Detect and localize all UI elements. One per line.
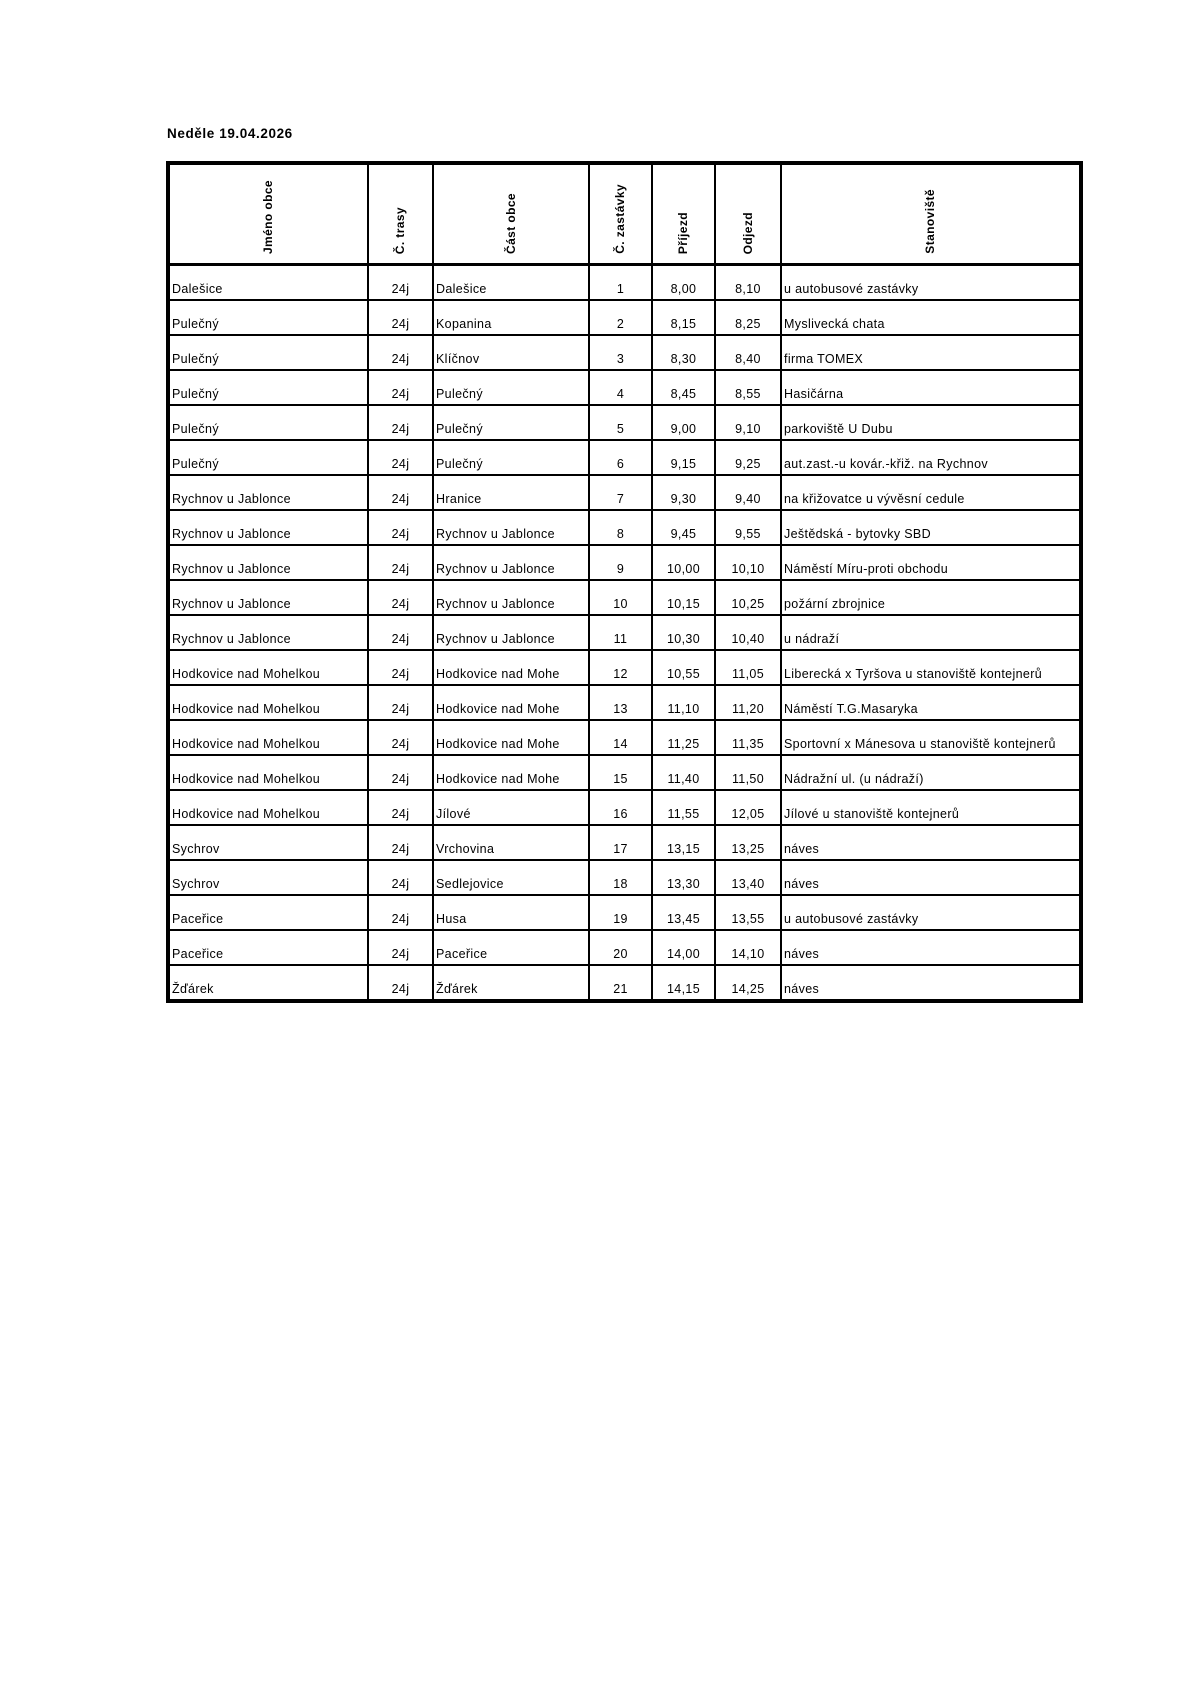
cell-stanoviste: Liberecká x Tyršova u stanoviště kontejnerů [781,650,1081,685]
col-header-c-zastavky [589,163,652,265]
cell-odjezd: 13,25 [715,825,781,860]
table-row [168,895,1081,930]
cell-prijezd: 8,45 [652,370,715,405]
cell-prijezd: 10,55 [652,650,715,685]
cell-stanoviste: Myslivecká chata [781,300,1081,335]
cell-prijezd: 14,15 [652,965,715,1001]
table-row [168,615,1081,650]
table-row [168,790,1081,825]
cell-stanoviste: Sportovní x Mánesova u stanoviště kontejnerů [781,720,1081,755]
col-header-label: Č. zastávky [613,184,628,254]
table-row [168,930,1081,965]
cell-prijezd: 9,45 [652,510,715,545]
cell-cast-obce: Dalešice [433,265,589,301]
cell-stanoviste: na křižovatce u vývěsní cedule [781,475,1081,510]
table-row [168,755,1081,790]
cell-stanoviste: Náměstí T.G.Masaryka [781,685,1081,720]
cell-cast-obce: Hodkovice nad Mohe [433,755,589,790]
table-row [168,300,1081,335]
cell-jmeno-obce: Rychnov u Jablonce [168,475,368,510]
cell-jmeno-obce: Hodkovice nad Mohelkou [168,755,368,790]
cell-stanoviste: firma TOMEX [781,335,1081,370]
cell-cast-obce: Rychnov u Jablonce [433,580,589,615]
cell-prijezd: 14,00 [652,930,715,965]
table-row [168,370,1081,405]
cell-jmeno-obce: Sychrov [168,825,368,860]
cell-jmeno-obce: Hodkovice nad Mohelkou [168,720,368,755]
cell-c-zastavky: 4 [589,370,652,405]
cell-c-zastavky: 1 [589,265,652,301]
cell-c-trasy: 24j [368,335,433,370]
cell-stanoviste: u autobusové zastávky [781,895,1081,930]
cell-c-trasy: 24j [368,860,433,895]
cell-prijezd: 11,10 [652,685,715,720]
table-row [168,825,1081,860]
cell-odjezd: 11,20 [715,685,781,720]
cell-prijezd: 11,25 [652,720,715,755]
cell-prijezd: 10,30 [652,615,715,650]
cell-odjezd: 11,50 [715,755,781,790]
cell-jmeno-obce: Pulečný [168,440,368,475]
col-header-label: Č. trasy [393,206,408,254]
cell-c-zastavky: 21 [589,965,652,1001]
cell-jmeno-obce: Rychnov u Jablonce [168,580,368,615]
col-header-label: Jméno obce [261,179,276,254]
cell-cast-obce: Husa [433,895,589,930]
cell-cast-obce: Rychnov u Jablonce [433,615,589,650]
cell-cast-obce: Pulečný [433,370,589,405]
cell-cast-obce: Hranice [433,475,589,510]
cell-c-zastavky: 10 [589,580,652,615]
cell-odjezd: 14,25 [715,965,781,1001]
cell-jmeno-obce: Pulečný [168,300,368,335]
cell-stanoviste: náves [781,825,1081,860]
cell-odjezd: 11,05 [715,650,781,685]
col-header-c-trasy [368,163,433,265]
cell-c-zastavky: 20 [589,930,652,965]
cell-cast-obce: Rychnov u Jablonce [433,510,589,545]
cell-c-zastavky: 12 [589,650,652,685]
col-header-stanoviste [781,163,1081,265]
cell-cast-obce: Kopanina [433,300,589,335]
cell-jmeno-obce: Žďárek [168,965,368,1001]
cell-stanoviste: Hasičárna [781,370,1081,405]
cell-jmeno-obce: Sychrov [168,860,368,895]
cell-c-trasy: 24j [368,790,433,825]
cell-c-trasy: 24j [368,265,433,301]
cell-prijezd: 8,30 [652,335,715,370]
cell-c-trasy: 24j [368,825,433,860]
cell-c-trasy: 24j [368,930,433,965]
cell-stanoviste: náves [781,930,1081,965]
col-header-label: Část obce [503,193,518,254]
cell-jmeno-obce: Paceřice [168,930,368,965]
table-row [168,440,1081,475]
cell-c-trasy: 24j [368,370,433,405]
cell-c-zastavky: 18 [589,860,652,895]
col-header-label: Příjezd [676,211,691,254]
cell-prijezd: 9,15 [652,440,715,475]
cell-cast-obce: Jílové [433,790,589,825]
cell-stanoviste: náves [781,860,1081,895]
cell-odjezd: 12,05 [715,790,781,825]
cell-cast-obce: Hodkovice nad Mohe [433,720,589,755]
cell-cast-obce: Paceřice [433,930,589,965]
cell-stanoviste: náves [781,965,1081,1001]
table-row [168,335,1081,370]
cell-c-zastavky: 19 [589,895,652,930]
cell-c-trasy: 24j [368,615,433,650]
cell-jmeno-obce: Rychnov u Jablonce [168,615,368,650]
cell-prijezd: 9,30 [652,475,715,510]
cell-cast-obce: Klíčnov [433,335,589,370]
cell-c-trasy: 24j [368,720,433,755]
cell-prijezd: 9,00 [652,405,715,440]
cell-jmeno-obce: Rychnov u Jablonce [168,545,368,580]
col-header-prijezd [652,163,715,265]
table-row [168,510,1081,545]
cell-c-trasy: 24j [368,545,433,580]
timetable [166,161,1083,1003]
cell-c-zastavky: 6 [589,440,652,475]
cell-odjezd: 9,40 [715,475,781,510]
cell-odjezd: 8,10 [715,265,781,301]
cell-jmeno-obce: Pulečný [168,335,368,370]
cell-stanoviste: aut.zast.-u kovár.-křiž. na Rychnov [781,440,1081,475]
cell-odjezd: 8,40 [715,335,781,370]
cell-odjezd: 13,40 [715,860,781,895]
cell-c-zastavky: 17 [589,825,652,860]
cell-stanoviste: Ještědská - bytovky SBD [781,510,1081,545]
cell-odjezd: 10,10 [715,545,781,580]
cell-c-trasy: 24j [368,475,433,510]
cell-jmeno-obce: Pulečný [168,370,368,405]
cell-c-zastavky: 8 [589,510,652,545]
cell-c-trasy: 24j [368,965,433,1001]
cell-jmeno-obce: Rychnov u Jablonce [168,510,368,545]
cell-odjezd: 11,35 [715,720,781,755]
cell-prijezd: 13,45 [652,895,715,930]
table-row [168,650,1081,685]
cell-jmeno-obce: Hodkovice nad Mohelkou [168,685,368,720]
cell-odjezd: 9,55 [715,510,781,545]
col-header-odjezd [715,163,781,265]
col-header-label: Odjezd [740,211,755,254]
cell-stanoviste: Jílové u stanoviště kontejnerů [781,790,1081,825]
cell-prijezd: 11,40 [652,755,715,790]
cell-stanoviste: u nádraží [781,615,1081,650]
cell-odjezd: 10,25 [715,580,781,615]
cell-c-trasy: 24j [368,440,433,475]
cell-odjezd: 13,55 [715,895,781,930]
cell-c-trasy: 24j [368,580,433,615]
cell-stanoviste: parkoviště U Dubu [781,405,1081,440]
cell-prijezd: 13,30 [652,860,715,895]
cell-c-zastavky: 13 [589,685,652,720]
table-row [168,545,1081,580]
cell-c-trasy: 24j [368,685,433,720]
cell-prijezd: 8,00 [652,265,715,301]
page-title: Neděle 19.04.2026 [167,126,293,141]
cell-odjezd: 14,10 [715,930,781,965]
cell-jmeno-obce: Hodkovice nad Mohelkou [168,790,368,825]
cell-c-zastavky: 15 [589,755,652,790]
table-row [168,720,1081,755]
cell-c-zastavky: 3 [589,335,652,370]
cell-c-zastavky: 2 [589,300,652,335]
cell-stanoviste: u autobusové zastávky [781,265,1081,301]
table-row [168,580,1081,615]
cell-jmeno-obce: Dalešice [168,265,368,301]
cell-cast-obce: Žďárek [433,965,589,1001]
col-header-label: Stanoviště [923,189,938,254]
cell-c-trasy: 24j [368,510,433,545]
cell-odjezd: 9,25 [715,440,781,475]
cell-c-zastavky: 11 [589,615,652,650]
cell-cast-obce: Hodkovice nad Mohe [433,650,589,685]
table-row [168,265,1081,301]
cell-jmeno-obce: Paceřice [168,895,368,930]
table-row [168,685,1081,720]
cell-c-zastavky: 16 [589,790,652,825]
table-row [168,860,1081,895]
cell-odjezd: 8,25 [715,300,781,335]
cell-cast-obce: Pulečný [433,440,589,475]
cell-odjezd: 8,55 [715,370,781,405]
table-row [168,965,1081,1001]
cell-c-trasy: 24j [368,405,433,440]
cell-c-trasy: 24j [368,755,433,790]
cell-c-trasy: 24j [368,650,433,685]
table-row [168,475,1081,510]
cell-c-zastavky: 9 [589,545,652,580]
cell-c-zastavky: 7 [589,475,652,510]
cell-cast-obce: Sedlejovice [433,860,589,895]
cell-odjezd: 9,10 [715,405,781,440]
cell-jmeno-obce: Hodkovice nad Mohelkou [168,650,368,685]
cell-stanoviste: Nádražní ul. (u nádraží) [781,755,1081,790]
cell-prijezd: 13,15 [652,825,715,860]
col-header-cast-obce [433,163,589,265]
cell-odjezd: 10,40 [715,615,781,650]
cell-prijezd: 10,15 [652,580,715,615]
timetable-table [166,161,1083,1003]
table-row [168,405,1081,440]
cell-prijezd: 8,15 [652,300,715,335]
cell-c-zastavky: 14 [589,720,652,755]
cell-jmeno-obce: Pulečný [168,405,368,440]
cell-prijezd: 10,00 [652,545,715,580]
cell-cast-obce: Pulečný [433,405,589,440]
timetable-header [168,163,1081,265]
cell-prijezd: 11,55 [652,790,715,825]
cell-c-zastavky: 5 [589,405,652,440]
cell-c-trasy: 24j [368,895,433,930]
cell-cast-obce: Rychnov u Jablonce [433,545,589,580]
cell-cast-obce: Vrchovina [433,825,589,860]
col-header-jmeno-obce [168,163,368,265]
header-row [168,163,1081,265]
cell-stanoviste: požární zbrojnice [781,580,1081,615]
cell-stanoviste: Náměstí Míru-proti obchodu [781,545,1081,580]
cell-c-trasy: 24j [368,300,433,335]
cell-cast-obce: Hodkovice nad Mohe [433,685,589,720]
timetable-body [168,265,1081,1002]
